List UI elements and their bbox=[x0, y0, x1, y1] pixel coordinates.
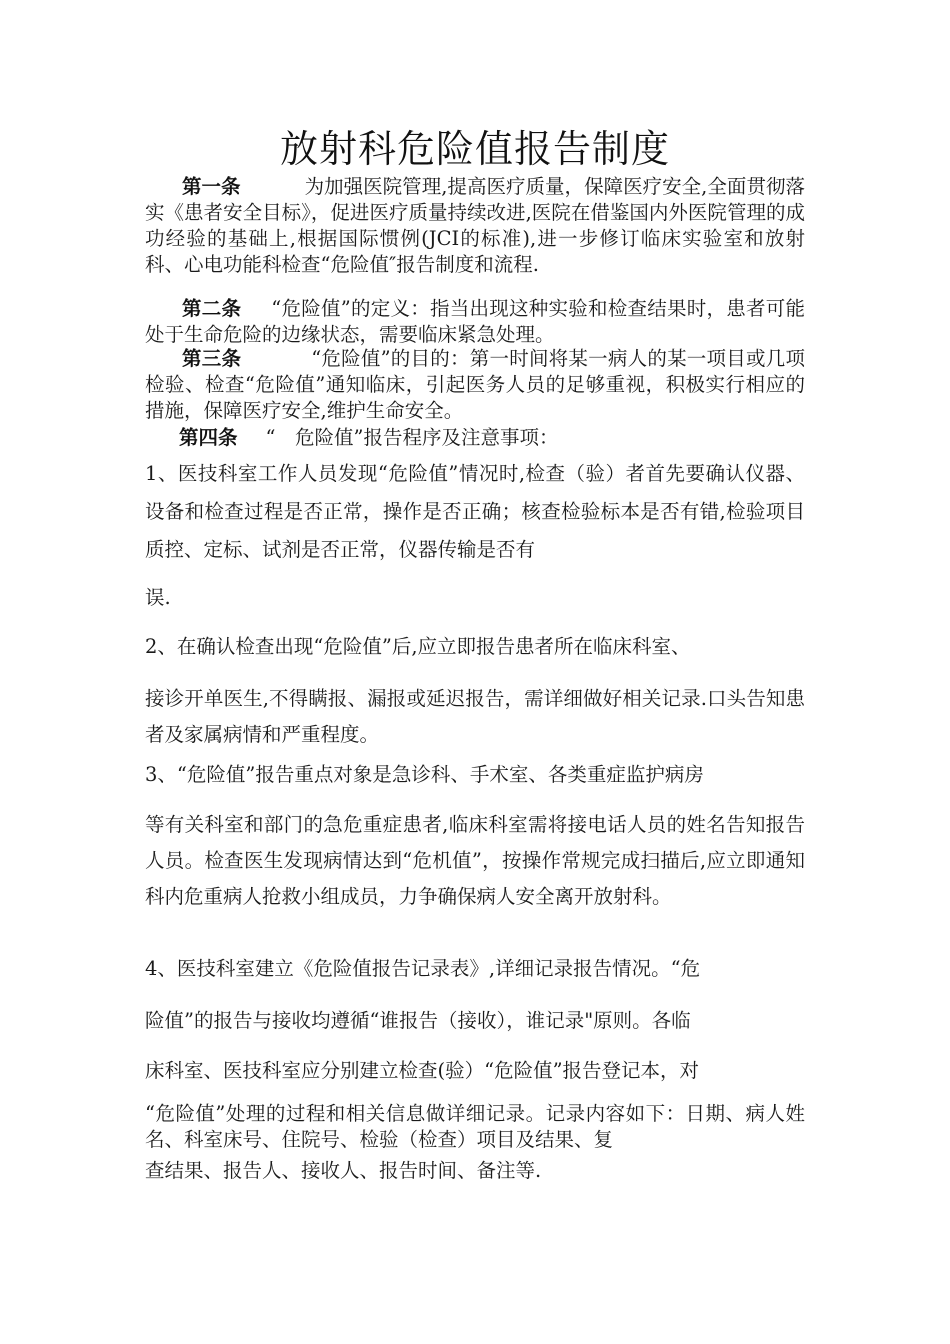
article-1 bbox=[145, 174, 805, 278]
item-2-first-line: 2、在确认检查出现“危险值”后,应立即报告患者所在临床科室、 bbox=[145, 635, 691, 658]
article-1-text: 为加强医院管理,提高医疗质量，保障医疗安全,全面贯彻落实《患者安全目标》，促进医疗质量持续改进,医院在借鉴国内外医院管理的成功经验的基础上,根据国际惯例(JCI的标准),进一步修订临床实验室和放射科、心电功能科检查“危险值″报告制度和流程. bbox=[145, 175, 805, 276]
article-4-text: “ 危险值”报告程序及注意事项： bbox=[265, 426, 559, 449]
item-4-line-4: “危险值”处理的过程和相关信息做详细记录。记录内容如下：日期、病人姓名、科室床号、住院号、检验（检查）项目及结果、复 bbox=[145, 1102, 805, 1151]
document-title: 放射科危险值报告制度 bbox=[279, 127, 670, 171]
article-2-text: “危险值”的定义：指当出现这种实验和检查结果时，患者可能处于生命危险的边缘状态，需要临床紧急处理。 bbox=[145, 297, 805, 346]
item-2-text: 接诊开单医生,不得瞒报、漏报或延迟报告，需详细做好相关记录.口头告知患者及家属病情和严重程度。 bbox=[145, 687, 805, 746]
item-2 bbox=[145, 629, 805, 753]
item-4-line-3: 床科室、医技科室应分别建立检查(验）“危险值”报告登记本，对 bbox=[145, 1059, 700, 1082]
article-3-heading: 第三条 bbox=[182, 347, 242, 370]
article-2 bbox=[145, 296, 805, 348]
item-4-line-5: 查结果、报告人、接收人、报告时间、备注等. bbox=[145, 1159, 542, 1182]
item-1 bbox=[145, 455, 805, 617]
item-3-text: 等有关科室和部门的急危重症患者,临床科室需将接电话人员的姓名告知报告人员。检查医生发现病情达到“危机值”，按操作常规完成扫描后,应立即通知科内危重病人抢救小组成员，力争确保病人安全离开放射科。 bbox=[145, 813, 805, 908]
item-1-text: 1、医技科室工作人员发现“危险值”情况时,检查（验）者首先要确认仪器、设备和检查过程是否正常，操作是否正确；核查检验标本是否有错,检验项目质控、定标、试剂是否正常，仪器传输是否有 bbox=[145, 462, 805, 561]
article-4 bbox=[145, 425, 805, 451]
item-1-last-line: 误. bbox=[145, 586, 171, 609]
item-3-first-line: 3、“危险值”报告重点对象是急诊科、手术室、各类重症监护病房 bbox=[145, 763, 704, 786]
item-4 bbox=[145, 951, 805, 1189]
item-3 bbox=[145, 757, 805, 915]
article-4-heading: 第四条 bbox=[179, 426, 238, 449]
article-3-text: “危险值”的目的：第一时间将某一病人的某一项目或几项检验、检查“危险值”通知临床，引起医务人员的足够重视，积极实行相应的措施，保障医疗安全,维护生命安全。 bbox=[145, 347, 805, 422]
item-4-line-2: 险值”的报告与接收均遵循“谁报告（接收），谁记录"原则。各临 bbox=[145, 1009, 691, 1032]
article-3 bbox=[145, 346, 805, 424]
article-2-heading: 第二条 bbox=[182, 297, 242, 320]
item-4-line-1: 4、医技科室建立《危险值报告记录表》,详细记录报告情况。“危 bbox=[145, 957, 701, 980]
article-1-heading: 第一条 bbox=[182, 175, 241, 198]
